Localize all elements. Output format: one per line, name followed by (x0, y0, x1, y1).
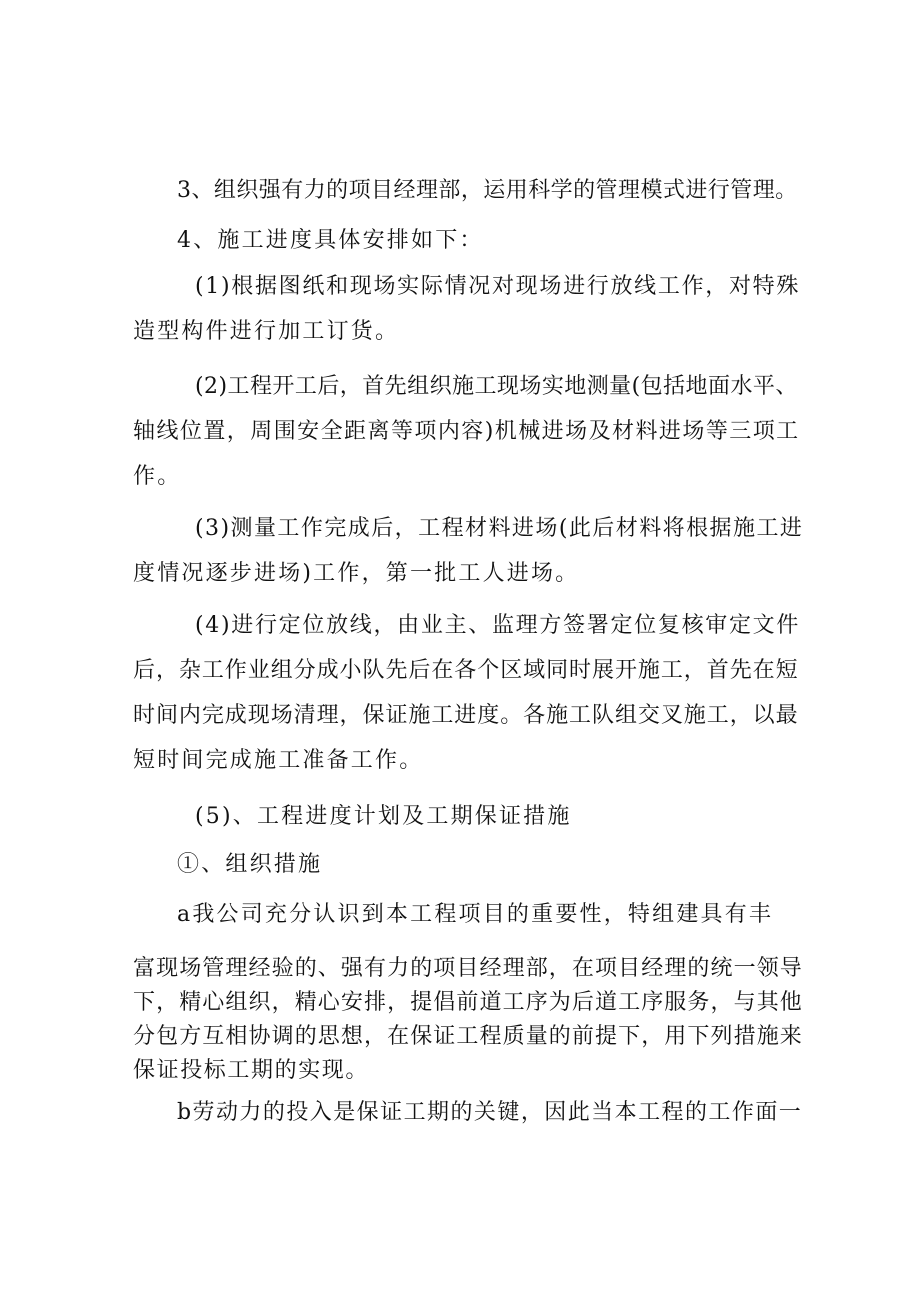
text-line: (3)测量工作完成后，工程材料进场(此后材料将根据施工进 (195, 516, 804, 541)
text-line: (2)工程开工后，首先组织施工现场实地测量(包括地面水平、 (195, 374, 798, 399)
text-line: 保证投标工期的实现。 (133, 1058, 370, 1083)
paragraph-item-4 (133, 218, 803, 263)
text-line: 轴线位置，周围安全距离等项内容)机械进场及材料进场等三项工 (133, 419, 800, 444)
text-line: 作。 (133, 464, 182, 489)
text-line: 度情况逐步进场)工作，第一批工人进场。 (133, 561, 580, 586)
text-line: (1)根据图纸和现场实际情况对现场进行放线工作，对特殊 (195, 274, 801, 299)
text-line: b劳动力的投入是保证工期的关键，因此当本工程的工作面一 (177, 1100, 803, 1125)
paragraph-item-3 (133, 168, 803, 213)
text-line: 富现场管理经验的、强有力的项目经理部，在项目经理的统一领导 (133, 956, 803, 981)
paragraph-measure-a-continued (133, 952, 803, 1088)
text-line: 4、施工进度具体安排如下： (177, 228, 484, 253)
paragraph-step-4 (133, 603, 803, 783)
paragraph-organization-measures-heading (133, 842, 803, 887)
paragraph-step-3 (133, 506, 803, 596)
text-line: 后，杂工作业组分成小队先后在各个区域同时展开施工，首先在短 (133, 658, 799, 683)
paragraph-measure-b (133, 1090, 803, 1135)
text-line: 短时间完成施工准备工作。 (133, 748, 424, 773)
text-line: (4)进行定位放线，由业主、监理方签署定位复核审定文件 (195, 613, 801, 638)
text-line: 3、组织强有力的项目经理部，运用科学的管理模式进行管理。 (177, 178, 798, 203)
paragraph-step-1 (133, 264, 803, 354)
text-line: a我公司充分认识到本工程项目的重要性，特组建具有丰 (177, 902, 774, 927)
paragraph-step-5-heading (133, 794, 803, 839)
text-line: 下，精心组织，精心安排，提倡前道工序为后道工序服务，与其他 (133, 990, 803, 1015)
paragraph-step-2 (133, 364, 803, 499)
text-line: ①、组织措施 (177, 852, 323, 877)
text-line: 时间内完成现场清理，保证施工进度。各施工队组交叉施工，以最 (133, 703, 799, 728)
paragraph-measure-a (133, 892, 803, 937)
text-line: (5)、工程进度计划及工期保证措施 (195, 804, 572, 829)
text-line: 分包方互相协调的思想，在保证工程质量的前提下，用下列措施来 (133, 1024, 803, 1049)
text-line: 造型构件进行加工订货。 (133, 319, 400, 344)
